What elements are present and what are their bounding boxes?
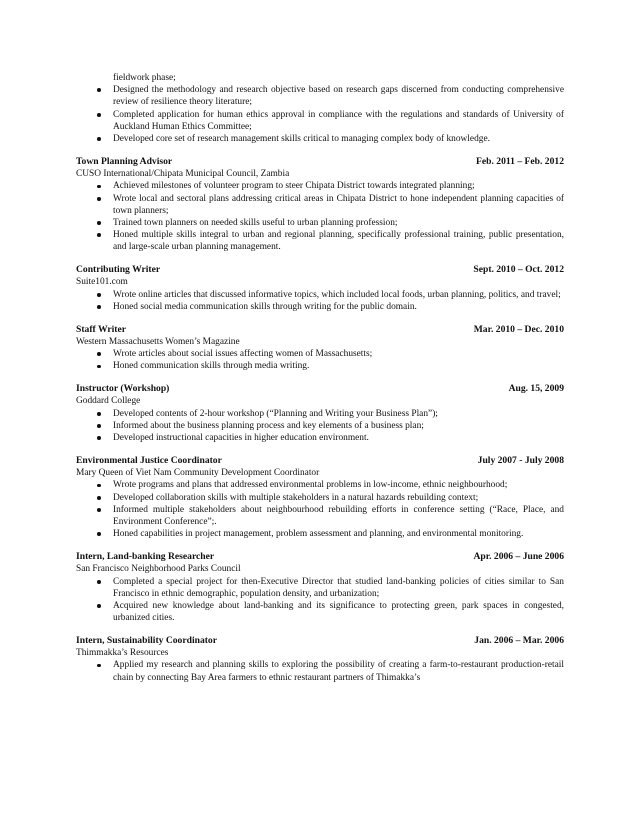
bullet-icon [97,305,101,309]
job-dates: July 2007 - July 2008 [477,454,564,466]
bullet-icon [97,352,101,356]
job-dates: Apr. 2006 – June 2006 [473,550,564,562]
bullet-icon [97,293,101,297]
job-header [76,324,564,336]
bullet-icon [97,365,101,369]
bullet-item: Honed capabilities in project management, problem assessment and planning, and environmental monitoring. [76,528,564,540]
bullet-icon [97,197,101,201]
job-organization: Suite101.com [76,277,128,288]
bullet-item: Informed multiple stakeholders about neighbourhood rebuilding efforts in conference setting (“Race, Place, and Environment Conference”;. [76,504,564,528]
job-bullets [76,479,564,540]
job-staff-writer [76,324,564,373]
bullet-icon [97,113,101,117]
job-bullets [76,408,564,445]
bullet-item: Completed a special project for then-Executive Director that studied land-banking policies of cities similar to San Francisco in ethnic demographic, population density, and urbanization; [76,576,564,600]
bullet-icon [97,604,101,608]
job-organization: CUSO International/Chipata Municipal Council, Zambia [76,169,290,180]
bullet-item: Wrote local and sectoral plans addressing critical areas in Chipata District to hone independent planning capacities of town planners; [76,193,564,217]
bullet-icon [97,424,101,428]
bullet-item: Honed multiple skills integral to urban and regional planning, specifically professional training, public presentation, and large-scale urban planning management. [76,229,564,253]
bullet-icon [97,664,101,668]
job-instructor-workshop [76,383,564,444]
job-header [76,455,564,467]
job-dates: Sept. 2010 – Oct. 2012 [473,264,564,276]
job-sustainability-coordinator [76,635,564,684]
bullet-item: Developed core set of research management skills critical to managing complex body of knowledge. [76,133,564,145]
job-dates: Jan. 2006 – Mar. 2006 [474,634,564,646]
job-header [76,156,564,168]
bullet-icon [97,532,101,536]
job-title: Staff Writer [76,323,126,335]
resume-page [76,72,564,694]
job-town-planning-advisor [76,156,564,254]
job-bullets [76,576,564,625]
job-header [76,551,564,563]
job-dates: Feb. 2011 – Feb. 2012 [476,155,564,167]
bullet-icon [97,436,101,440]
bullet-item: Wrote programs and plans that addressed environmental problems in low-income, ethnic neighbourhood; [76,479,564,491]
bullet-item: Developed contents of 2-hour workshop (“Planning and Writing your Business Plan”); [76,408,564,420]
bullet-icon [97,233,101,237]
bullet-icon [97,221,101,225]
bullet-item: Honed communication skills through media writing. [76,360,564,372]
bullet-item: Wrote articles about social issues affecting women of Massachusetts; [76,348,564,360]
job-contributing-writer [76,264,564,313]
bullet-item: Developed instructional capacities in higher education environment. [76,432,564,444]
job-header [76,264,564,276]
bullet-icon [97,185,101,189]
bullet-icon [97,412,101,416]
bullet-item: Applied my research and planning skills to exploring the possibility of creating a farm-to-restaurant production-retail chain by connecting Bay Area farmers to ethnic restaurant partners of Thimakka’s [76,659,564,683]
intro-bullets [76,84,564,145]
bullet-item: Developed collaboration skills with multiple stakeholders in a natural hazards rebuilding context; [76,492,564,504]
job-header [76,383,564,395]
job-bullets [76,348,564,372]
bullet-item: Honed social media communication skills through writing for the public domain. [76,301,564,313]
job-title: Town Planning Advisor [76,155,173,167]
job-header [76,635,564,647]
bullet-item: Designed the methodology and research objective based on research gaps discerned from conducting comprehensive review of resilience theory literature; [76,84,564,108]
job-title: Environmental Justice Coordinator [76,454,222,466]
bullet-icon [97,496,101,500]
job-dates: Mar. 2010 – Dec. 2010 [473,323,564,335]
bullet-item: Completed application for human ethics approval in compliance with the regulations and standards of University of Auckland Human Ethics Committee; [76,109,564,133]
intro-section [76,72,564,145]
job-bullets [76,289,564,313]
job-organization: Thimmakka’s Resources [76,648,169,659]
job-bullets [76,180,564,253]
bullet-icon [97,88,101,92]
continuation-text: fieldwork phase; [113,73,176,83]
job-title: Intern, Sustainability Coordinator [76,634,217,646]
job-organization: Goddard College [76,396,141,407]
job-bullets [76,659,564,683]
job-organization: San Francisco Neighborhood Parks Council [76,564,241,575]
bullet-icon [97,508,101,512]
bullet-item: Informed about the business planning process and key elements of a business plan; [76,420,564,432]
bullet-icon [97,137,101,141]
bullet-item: Wrote online articles that discussed informative topics, which included local foods, urban planning, politics, and travel; [76,289,564,301]
bullet-item: Trained town planners on needed skills useful to urban planning profession; [76,217,564,229]
job-organization: Western Massachusetts Women’s Magazine [76,336,240,347]
job-title: Instructor (Workshop) [76,383,170,395]
bullet-item: Acquired new knowledge about land-banking and its significance to protecting green, park spaces in congested, urbanized cities. [76,600,564,624]
job-dates: Aug. 15, 2009 [508,383,564,395]
job-organization: Mary Queen of Viet Nam Community Development Coordinator [76,468,320,479]
job-land-banking-researcher [76,551,564,624]
bullet-icon [97,580,101,584]
job-title: Contributing Writer [76,264,161,276]
job-title: Intern, Land-banking Researcher [76,550,215,562]
bullet-item: Achieved milestones of volunteer program to steer Chipata District towards integrated planning; [76,180,564,192]
job-environmental-justice-coordinator [76,455,564,541]
bullet-icon [97,484,101,488]
